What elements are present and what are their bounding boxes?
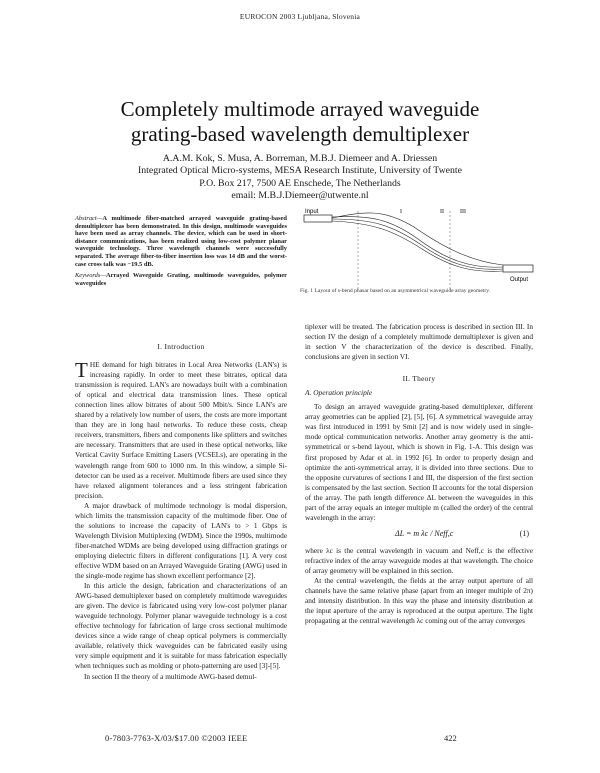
equation-1 (305, 529, 533, 539)
title-line-2: grating-based wavelength demultiplexer (130, 122, 470, 146)
author-names: A.A.M. Kok, S. Musa, A. Borreman, M.B.J. Diemeer and A. Driessen (162, 153, 438, 164)
keywords-text: Arrayed Waveguide Grating, multimode waveguides, polymer waveguides (75, 272, 287, 287)
theory-paragraph-2: where λc is the central wavelength in vacuum and Neff,c is the effective refractive index of the array waveguide modes at that wavelength. The choice of array geometry will be explained in this section. (305, 545, 533, 575)
equation-number: (1) (519, 528, 529, 538)
abstract (75, 215, 287, 268)
right-column (305, 322, 533, 626)
author-block (60, 153, 540, 203)
intro-paragraph-3: In this article the design, fabrication and characterizations of an AWG-based demultiplexer based on completely multimode waveguides are given. The device is fabricated using very low-cost polymer planar waveguide technology. Polymer planar waveguide technology is a cost effective technology for fabrication of large cross sectional multimode devices since a wide range of cheap optical polymers is commercially available, relatively thick waveguides can be fabricated easily using very simple equipment and it is suitable for mass fabrication especially when techniques such as molding or photo-patterning are used [3]-[5]. (75, 581, 287, 671)
abstract-label: Abstract— (75, 215, 103, 222)
output-slab (503, 265, 533, 272)
input-label: Input (305, 209, 319, 215)
subsection-operation-principle: A. Operation principle (305, 388, 373, 398)
footer-page-number: 422 (444, 733, 457, 743)
theory-paragraph-1: To design an arrayed waveguide grating-based demultiplexer, different array geometries can be applied [2], [5], [6]. A symmetrical waveguide array was first introduced in 1991 by Smit [2] and is now widely used in single-mode optical communication networks. Another array geometry is the anti-symmetrical or s-bend layout, which is shown in Fig. 1-A. This design was first proposed by Adar et al. in 1992 [6]. In order to properly design and optimize the anti-symmetrical array, it is divided into three sections. Due to the opposite curvatures of sections I and III, the dispersion of the first section is compensated by the last section. Section II accounts for the total dispersion of the array. The path length difference ΔL between the waveguides in this part of the array equals an integer multiple m (called the order) of the central wavelength in the array: (305, 402, 533, 522)
waveguide-array (332, 213, 503, 271)
equation-body: ΔL = m λc / Neff,c (395, 528, 454, 538)
theory-paragraph-3: At the central wavelength, the fields at the array output aperture of all channels have the same relative phase (apart from an integer multiple of 2π) and intensity distribution. In this way the phase and intensity distribution at the input aperture of the array is reproduced at the output aperture. The light propagating at the central wavelength λc coming out of the array converges (305, 576, 533, 626)
drop-cap: T (75, 358, 88, 383)
left-column (75, 342, 287, 682)
paper-title (60, 97, 540, 147)
input-slab (304, 215, 332, 222)
figure-1-caption: Fig. 1 Layout of s-bend phasar based on an asymmetrical waveguide array geometry. (300, 288, 491, 294)
keywords-label: Keywords— (75, 272, 107, 279)
figure-1-schematic (300, 207, 538, 297)
author-email: email: M.B.J.Diemeer@utwente.nl (231, 190, 369, 202)
intro-paragraph-2: A major drawback of multimode technology is modal dispersion, which limits the transmission capacity of the multimode fiber. One of the solutions to increase the capacity of LAN's to > 1 Gbps is Wavelength Division Multiplexing (WDM). Since the 1990s, multimode fiber-matched WDMs are being developed using diffraction gratings or employing dielectric filters in different configurations [1]. A very cost effective WDM based on an Arrayed Waveguide Grating (AWG) used in the single-mode regime has shown excellent performance [2]. (75, 500, 288, 581)
intro-paragraph-1: THE demand for high bitrates in Local Area Networks (LAN's) is increasing rapidly. In order to meet these bitrates, optical data transmission is required. LAN's are nowadays built with a combination of optical and electrical data transmission lines. These optical connection lines allow bitrates of about 500 Mbit/s. Since LAN's are shared by a relatively low number of users, the costs are more important than they are in long haul networks. To reduce these costs, cheap receivers, transmitters, fibers and components like splitters and switches are necessary. Transmitters that are used in these optical networks, like Vertical Cavity Surface Emitting Lasers (VCSELs), are operating in the wavelength range from 600 to 1000 nm. In this window, a simple Si-detector can be used as a receiver. Multimode fibers are used since they have relaxed alignment tolerances and a less stringent fabrication precision. (75, 358, 287, 500)
author-affiliation: Integrated Optical Micro-systems, MESA Research Institute, University of Twente (138, 165, 462, 177)
intro-paragraph-4-cont: tiplexer will be treated. The fabrication process is described in section III. In section IV the design of a completely multimode demultiplexer is given and in section V the characterization of the device is described. Finally, conclusions are given in section VI. (305, 322, 533, 362)
intro-paragraph-4-start: In section II the theory of a multimode AWG-based demul- (84, 671, 257, 681)
section-heading-theory: II. Theory (402, 374, 436, 384)
title-line-1: Completely multimode arrayed waveguide (120, 97, 480, 121)
author-address: P.O. Box 217, 7500 AE Enschede, The Netherlands (199, 177, 401, 189)
region-iii-label: III (460, 209, 466, 215)
section-heading-introduction: I. Introduction (157, 342, 205, 351)
abstract-text: A multimode fiber-matched arrayed waveguide grating-based demultiplexer has been demonstrated. In this design, multimode waveguides have been used as array channels. The device, which can be used in short-distance communications, has been realized using low-cost polymer planar waveguide technology. Three wavelength channels were successfully separated. The average fiber-to-fiber insertion loss was 14 dB and the worst-case cross talk was −19.5 dB. (75, 215, 287, 268)
output-label: Output (510, 277, 529, 283)
conference-header: EUROCON 2003 Ljubljana, Slovenia (239, 12, 361, 21)
region-ii-label: II (440, 209, 444, 215)
region-i-label: I (400, 209, 402, 215)
keywords (75, 272, 287, 287)
footer-isbn: 0-7803-7763-X/03/$17.00 ©2003 IEEE (105, 733, 248, 743)
